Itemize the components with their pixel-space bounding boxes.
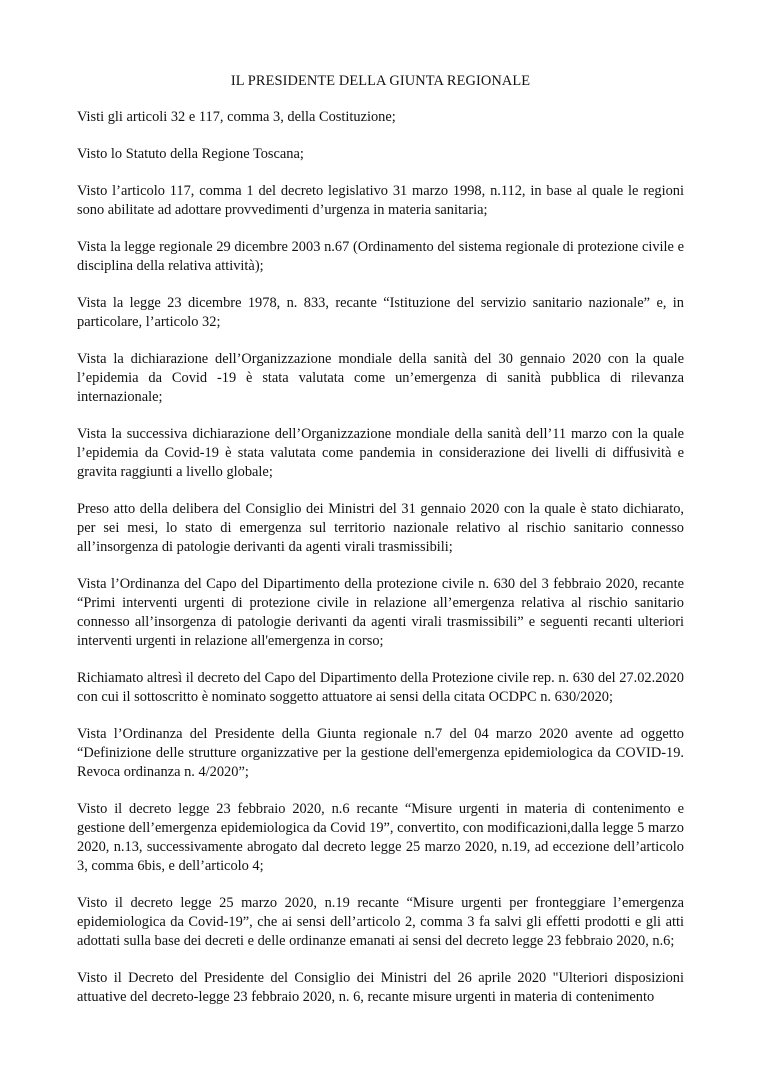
document-title: IL PRESIDENTE DELLA GIUNTA REGIONALE	[230, 73, 531, 89]
paragraph: Vista l’Ordinanza del Presidente della Giunta regionale n.7 del 04 marzo 2020 avente ad oggetto “Definizione delle strutture organizzative per la gestione dell'emergenza epidemiologica da COVID-19. Revoca ordinanza n. 4/2020”;	[77, 726, 684, 780]
paragraph: Visti gli articoli 32 e 117, comma 3, della Costituzione;	[77, 109, 396, 125]
paragraph: Vista la legge regionale 29 dicembre 2003 n.67 (Ordinamento del sistema regionale di protezione civile e disciplina della relativa attività);	[77, 239, 684, 274]
paragraph: Visto il decreto legge 25 marzo 2020, n.19 recante “Misure urgenti per fronteggiare l’emergenza epidemiologica da Covid-19”, che ai sensi dell’articolo 2, comma 3 fa salvi gli effetti prodotti e gli atti adottati sulla base dei decreti e delle ordinanze emanati ai sensi del decreto legge 23 febbraio 2020, n.6;	[77, 895, 684, 949]
paragraph: Vista la successiva dichiarazione dell’Organizzazione mondiale della sanità dell’11 marzo con la quale l’epidemia da Covid-19 è stata valutata come pandemia in considerazione dei livelli di diffusività e gravita raggiunti a livello globale;	[77, 426, 684, 480]
paragraph: Visto il Decreto del Presidente del Consiglio dei Ministri del 26 aprile 2020 "Ulteriori disposizioni attuative del decreto-legge 23 febbraio 2020, n. 6, recante misure urgenti in materia di contenimento	[77, 970, 684, 1005]
paragraph: Vista l’Ordinanza del Capo del Dipartimento della protezione civile n. 630 del 3 febbraio 2020, recante “Primi interventi urgenti di protezione civile in relazione all’emergenza relativa al rischio sanitario connesso all’insorgenza di patologie derivanti da agenti virali trasmissibili” e seguenti recanti ulteriori interventi urgenti in relazione all'emergenza in corso;	[77, 576, 684, 649]
paragraph: Vista la dichiarazione dell’Organizzazione mondiale della sanità del 30 gennaio 2020 con la quale l’epidemia da Covid -19 è stata valutata come un’emergenza di sanità pubblica di rilevanza internazionale;	[77, 351, 684, 405]
paragraph: Vista la legge 23 dicembre 1978, n. 833, recante “Istituzione del servizio sanitario nazionale” e, in particolare, l’articolo 32;	[77, 295, 684, 330]
paragraph: Preso atto della delibera del Consiglio dei Ministri del 31 gennaio 2020 con la quale è stato dichiarato, per sei mesi, lo stato di emergenza sul territorio nazionale relativo al rischio sanitario connesso all’insorgenza di patologie derivanti da agenti virali trasmissibili;	[77, 501, 684, 555]
paragraph: Visto il decreto legge 23 febbraio 2020, n.6 recante “Misure urgenti in materia di contenimento e gestione dell’emergenza epidemiologica da Covid 19”, convertito, con modificazioni,dalla legge 5 marzo 2020, n.13, successivamente abrogato dal decreto legge 25 marzo 2020, n.19, ad eccezione dell’articolo 3, comma 6bis, e dell’articolo 4;	[77, 801, 684, 874]
paragraph: Visto lo Statuto della Regione Toscana;	[77, 146, 304, 162]
paragraph: Richiamato altresì il decreto del Capo del Dipartimento della Protezione civile rep. n. 630 del 27.02.2020 con cui il sottoscritto è nominato soggetto attuatore ai sensi della citata OCDPC n. 630/2020;	[77, 670, 684, 705]
paragraph: Visto l’articolo 117, comma 1 del decreto legislativo 31 marzo 1998, n.112, in base al quale le regioni sono abilitate ad adottare provvedimenti d’urgenza in materia sanitaria;	[77, 183, 684, 218]
